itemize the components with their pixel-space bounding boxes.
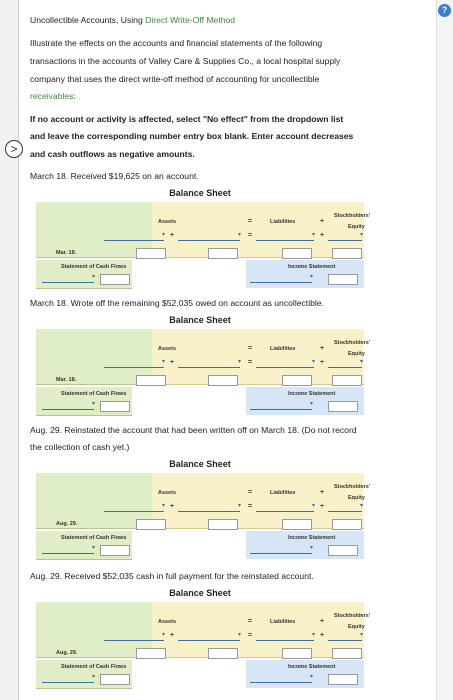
equity-header-1: Stockholders' [334, 340, 371, 346]
is-select[interactable] [250, 547, 312, 554]
equity-header-2: Equity [348, 351, 365, 357]
equity-account-select[interactable] [328, 505, 362, 512]
transaction-1-table: Balance Sheet Assets = Liabilities + Stockholders' Equity ▾ + ▾ = ▾ + ▾ Mar. 18. Statement of Cash Flows Income Statement ▾ ▾ [36, 188, 364, 293]
scf-amount-input[interactable] [100, 401, 130, 412]
liabilities-account-select[interactable] [256, 234, 314, 241]
liabilities-header: Liabilities [270, 490, 296, 496]
scf-amount-input[interactable] [100, 674, 130, 685]
balance-sheet-title: Balance Sheet [169, 459, 231, 469]
instructions-line-2: and leave the corresponding number entry box blank. Enter account decreases [30, 131, 354, 141]
assets-account-select-1[interactable] [104, 234, 164, 241]
equity-header-2: Equity [348, 224, 365, 230]
liabilities-account-select[interactable] [256, 361, 314, 368]
liabilities-amount-input[interactable] [282, 648, 312, 659]
scf-amount-input[interactable] [100, 545, 130, 556]
equity-header-2: Equity [348, 624, 365, 630]
transaction-3-table: Balance Sheet Assets = Liabilities + Stockholders' Equity ▾ + ▾ = ▾ + ▾ Aug. 29. Statement of Cash Flows Income Statement ▾ ▾ [36, 459, 364, 564]
intro-line-4 [30, 88, 76, 105]
intro-line-2: transactions in the accounts of Valley Care & Supplies Co., a local hospital supply [30, 56, 341, 66]
expand-arrow-icon[interactable]: > [5, 140, 23, 158]
is-amount-input[interactable] [328, 674, 358, 685]
liabilities-header: Liabilities [270, 346, 296, 352]
liabilities-header: Liabilities [270, 219, 296, 225]
assets-account-select-2[interactable] [178, 634, 240, 641]
transaction-3-desc-1: Aug. 29. Reinstated the account that had been written off on March 18. (Do not record [30, 425, 357, 435]
scf-label: Statement of Cash Flows [61, 264, 127, 270]
receivables-link[interactable]: receivables [30, 91, 74, 101]
liabilities-amount-input[interactable] [282, 375, 312, 386]
intro-line-3: company that uses the direct write-off method of accounting for uncollectible [30, 74, 320, 84]
balance-sheet-title: Balance Sheet [169, 315, 231, 325]
assets-account-select-2[interactable] [178, 505, 240, 512]
assets-amount-input-2[interactable] [208, 375, 238, 386]
equity-amount-input[interactable] [332, 648, 362, 659]
scf-amount-input[interactable] [100, 274, 130, 285]
equity-header-2: Equity [348, 495, 365, 501]
assets-panel [36, 329, 152, 385]
title-text: Uncollectible Accounts, Using [30, 15, 146, 25]
plus-sign: + [320, 345, 325, 352]
balance-sheet-title: Balance Sheet [169, 188, 231, 198]
assets-account-select-1[interactable] [104, 361, 164, 368]
row-date: Aug. 29. [56, 650, 78, 656]
equity-amount-input[interactable] [332, 248, 362, 259]
title-link[interactable]: Direct Write-Off Method [145, 15, 236, 25]
assets-amount-input-2[interactable] [208, 248, 238, 259]
liabilities-amount-input[interactable] [282, 519, 312, 530]
transaction-4-desc: Aug. 29. Received $52,035 cash in full payment for the reinstated account. [30, 571, 314, 581]
equity-header-1: Stockholders' [334, 213, 371, 219]
transaction-3-desc-2: the collection of cash yet.) [30, 442, 130, 452]
intro-line-1: Illustrate the effects on the accounts and financial statements of the following [30, 38, 323, 48]
equity-account-select[interactable] [328, 634, 362, 641]
assets-account-select-1[interactable] [104, 634, 164, 641]
assets-account-select-1[interactable] [104, 505, 164, 512]
assets-amount-input-1[interactable] [136, 248, 166, 259]
equity-header-1: Stockholders' [334, 613, 371, 619]
plus-sign: + [320, 489, 325, 496]
assets-header: Assets [158, 490, 177, 496]
is-amount-input[interactable] [328, 401, 358, 412]
row-date: Mar. 18. [56, 250, 77, 256]
equity-account-select[interactable] [328, 361, 362, 368]
is-label: Income Statement [288, 391, 336, 397]
assets-account-select-2[interactable] [178, 234, 240, 241]
assets-amount-input-2[interactable] [208, 648, 238, 659]
is-label: Income Statement [288, 664, 336, 670]
assets-amount-input-1[interactable] [136, 519, 166, 530]
scf-label: Statement of Cash Flows [61, 391, 127, 397]
assets-panel [36, 473, 152, 529]
row-date: Mar. 18. [56, 377, 77, 383]
assets-panel [36, 202, 152, 258]
problem-title [30, 12, 235, 29]
assets-amount-input-2[interactable] [208, 519, 238, 530]
equity-amount-input[interactable] [332, 375, 362, 386]
is-select[interactable] [250, 276, 312, 283]
scf-select[interactable] [42, 403, 94, 410]
equity-amount-input[interactable] [332, 519, 362, 530]
equity-account-select[interactable] [328, 234, 362, 241]
assets-panel [36, 602, 152, 658]
transaction-1-desc: March 18. Received $19,625 on an account. [30, 171, 199, 181]
balance-sheet-title: Balance Sheet [169, 588, 231, 598]
liabilities-amount-input[interactable] [282, 248, 312, 259]
transaction-2-desc: March 18. Wrote off the remaining $52,035 owed on account as uncollectible. [30, 298, 324, 308]
equals-sign: = [248, 345, 253, 352]
is-label: Income Statement [288, 535, 336, 541]
is-amount-input[interactable] [328, 545, 358, 556]
scf-select[interactable] [42, 276, 94, 283]
transaction-2-table: Balance Sheet Assets = Liabilities + Stockholders' Equity ▾ + ▾ = ▾ + ▾ Mar. 18. Statement of Cash Flows Income Statement ▾ ▾ [36, 315, 364, 420]
scrollbar[interactable] [436, 0, 453, 700]
plus-sign: + [320, 618, 325, 625]
equals-sign: = [248, 218, 253, 225]
assets-header: Assets [158, 346, 177, 352]
assets-account-select-2[interactable] [178, 361, 240, 368]
is-select[interactable] [250, 676, 312, 683]
assets-amount-input-1[interactable] [136, 375, 166, 386]
assets-header: Assets [158, 219, 177, 225]
liabilities-account-select[interactable] [256, 505, 314, 512]
is-amount-input[interactable] [328, 274, 358, 285]
plus-sign: + [320, 218, 325, 225]
is-label: Income Statement [288, 264, 336, 270]
equals-sign: = [248, 489, 253, 496]
assets-amount-input-1[interactable] [136, 648, 166, 659]
liabilities-account-select[interactable] [256, 634, 314, 641]
equity-header-1: Stockholders' [334, 484, 371, 490]
help-icon[interactable]: ? [438, 4, 451, 17]
instructions-line-1: If no account or activity is affected, select "No effect" from the dropdown list [30, 114, 344, 124]
transaction-4-table: Balance Sheet Assets = Liabilities + Stockholders' Equity ▾ + ▾ = ▾ + ▾ Aug. 29. Statement of Cash Flows Income Statement ▾ ▾ [36, 588, 364, 693]
instructions-line-3: and cash outflows as negative amounts. [30, 149, 195, 159]
liabilities-header: Liabilities [270, 619, 296, 625]
is-select[interactable] [250, 403, 312, 410]
scf-label: Statement of Cash Flows [61, 535, 127, 541]
scf-select[interactable] [42, 676, 94, 683]
equals-sign: = [248, 618, 253, 625]
scf-select[interactable] [42, 547, 94, 554]
intro-suffix: : [73, 91, 76, 101]
assets-header: Assets [158, 619, 177, 625]
row-date: Aug. 29. [56, 521, 78, 527]
scf-label: Statement of Cash Flows [61, 664, 127, 670]
